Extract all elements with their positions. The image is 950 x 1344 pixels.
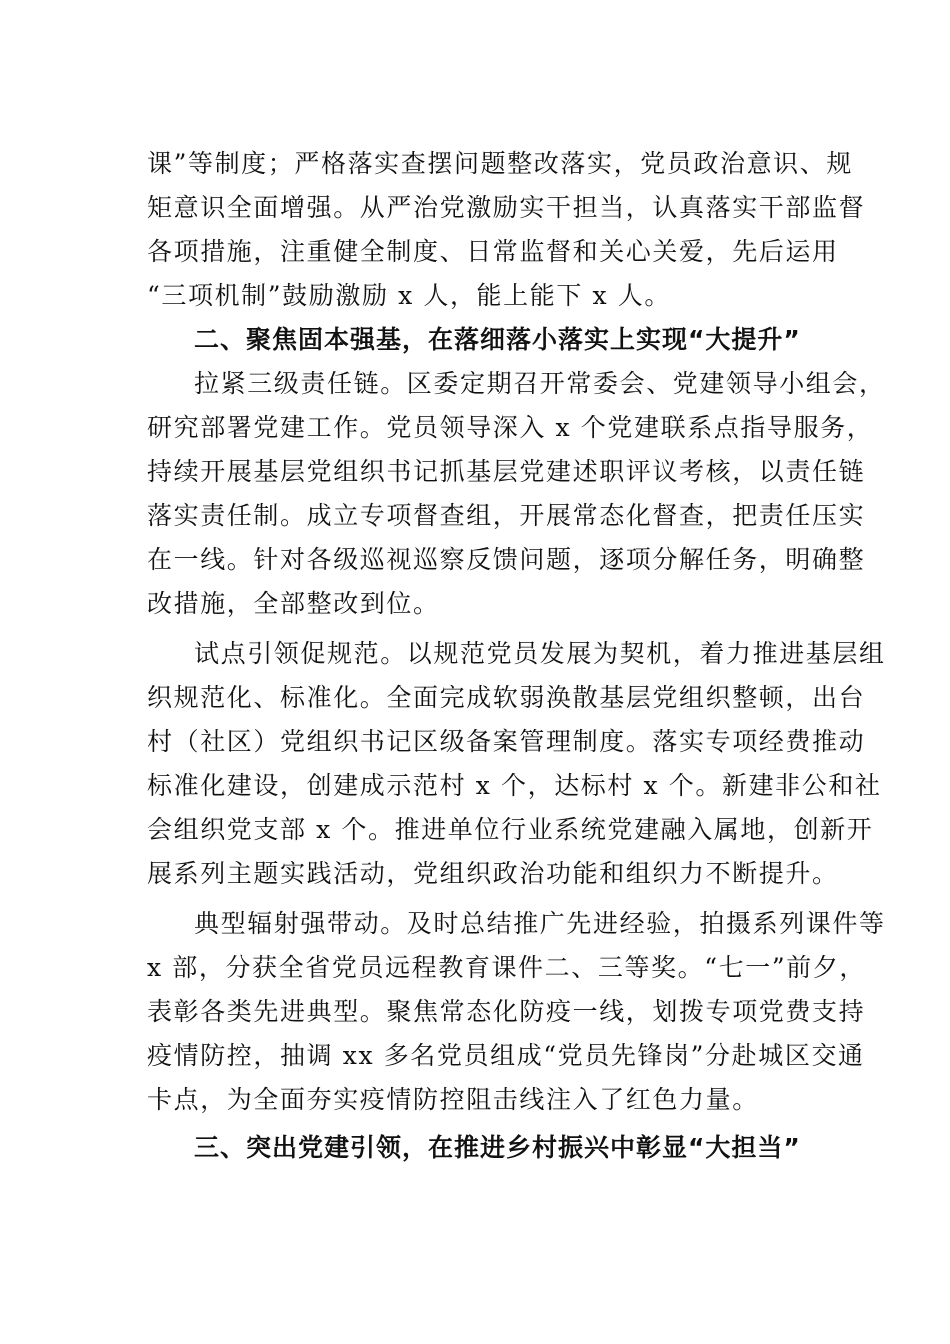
section-heading: 三、突出党建引领，在推进乡村振兴中彰显“大担当” bbox=[194, 1133, 801, 1162]
text-line: 织规范化、标准化。全面完成软弱涣散基层党组织整顿，出台 bbox=[147, 683, 866, 712]
text-line: 拉紧三级责任链。区委定期召开常委会、党建领导小组会， bbox=[194, 369, 886, 398]
text-line: “三项机制”鼓励激励 x 人，能上能下 x 人。 bbox=[147, 281, 671, 310]
text-line: 村（社区）党组织书记区级备案管理制度。落实专项经费推动 bbox=[147, 727, 866, 756]
text-line: 表彰各类先进典型。聚焦常态化防疫一线，划拨专项党费支持 bbox=[147, 997, 866, 1026]
text-line: 试点引领促规范。以规范党员发展为契机，着力推进基层组 bbox=[194, 639, 886, 668]
section-heading: 二、聚焦固本强基，在落细落小落实上实现“大提升” bbox=[194, 325, 801, 354]
text-line: 落实责任制。成立专项督查组，开展常态化督查，把责任压实 bbox=[147, 501, 866, 530]
text-line: 持续开展基层党组织书记抓基层党建述职评议考核，以责任链 bbox=[147, 457, 866, 486]
text-line: 卡点，为全面夯实疫情防控阻击线注入了红色力量。 bbox=[147, 1085, 759, 1114]
text-line: 典型辐射强带动。及时总结推广先进经验，拍摄系列课件等 bbox=[194, 909, 886, 938]
text-line: 研究部署党建工作。党员领导深入 x 个党建联系点指导服务， bbox=[147, 413, 874, 442]
text-line: 课”等制度；严格落实查摆问题整改落实，党员政治意识、规 bbox=[147, 149, 853, 178]
text-line: 疫情防控，抽调 xx 多名党员组成“党员先锋岗”分赴城区交通 bbox=[147, 1041, 865, 1070]
text-line: 各项措施，注重健全制度、日常监督和关心关爱，先后运用 bbox=[147, 237, 839, 266]
text-line: 会组织党支部 x 个。推进单位行业系统党建融入属地，创新开 bbox=[147, 815, 874, 844]
text-line: x 部，分获全省党员远程教育课件二、三等奖。“七一”前夕， bbox=[147, 953, 867, 982]
text-line: 展系列主题实践活动，党组织政治功能和组织力不断提升。 bbox=[147, 859, 839, 888]
text-line: 在一线。针对各级巡视巡察反馈问题，逐项分解任务，明确整 bbox=[147, 545, 866, 574]
text-line: 标准化建设，创建成示范村 x 个，达标村 x 个。新建非公和社 bbox=[147, 771, 882, 800]
text-line: 改措施，全部整改到位。 bbox=[147, 589, 440, 618]
text-line: 矩意识全面增强。从严治党激励实干担当，认真落实干部监督 bbox=[147, 193, 866, 222]
